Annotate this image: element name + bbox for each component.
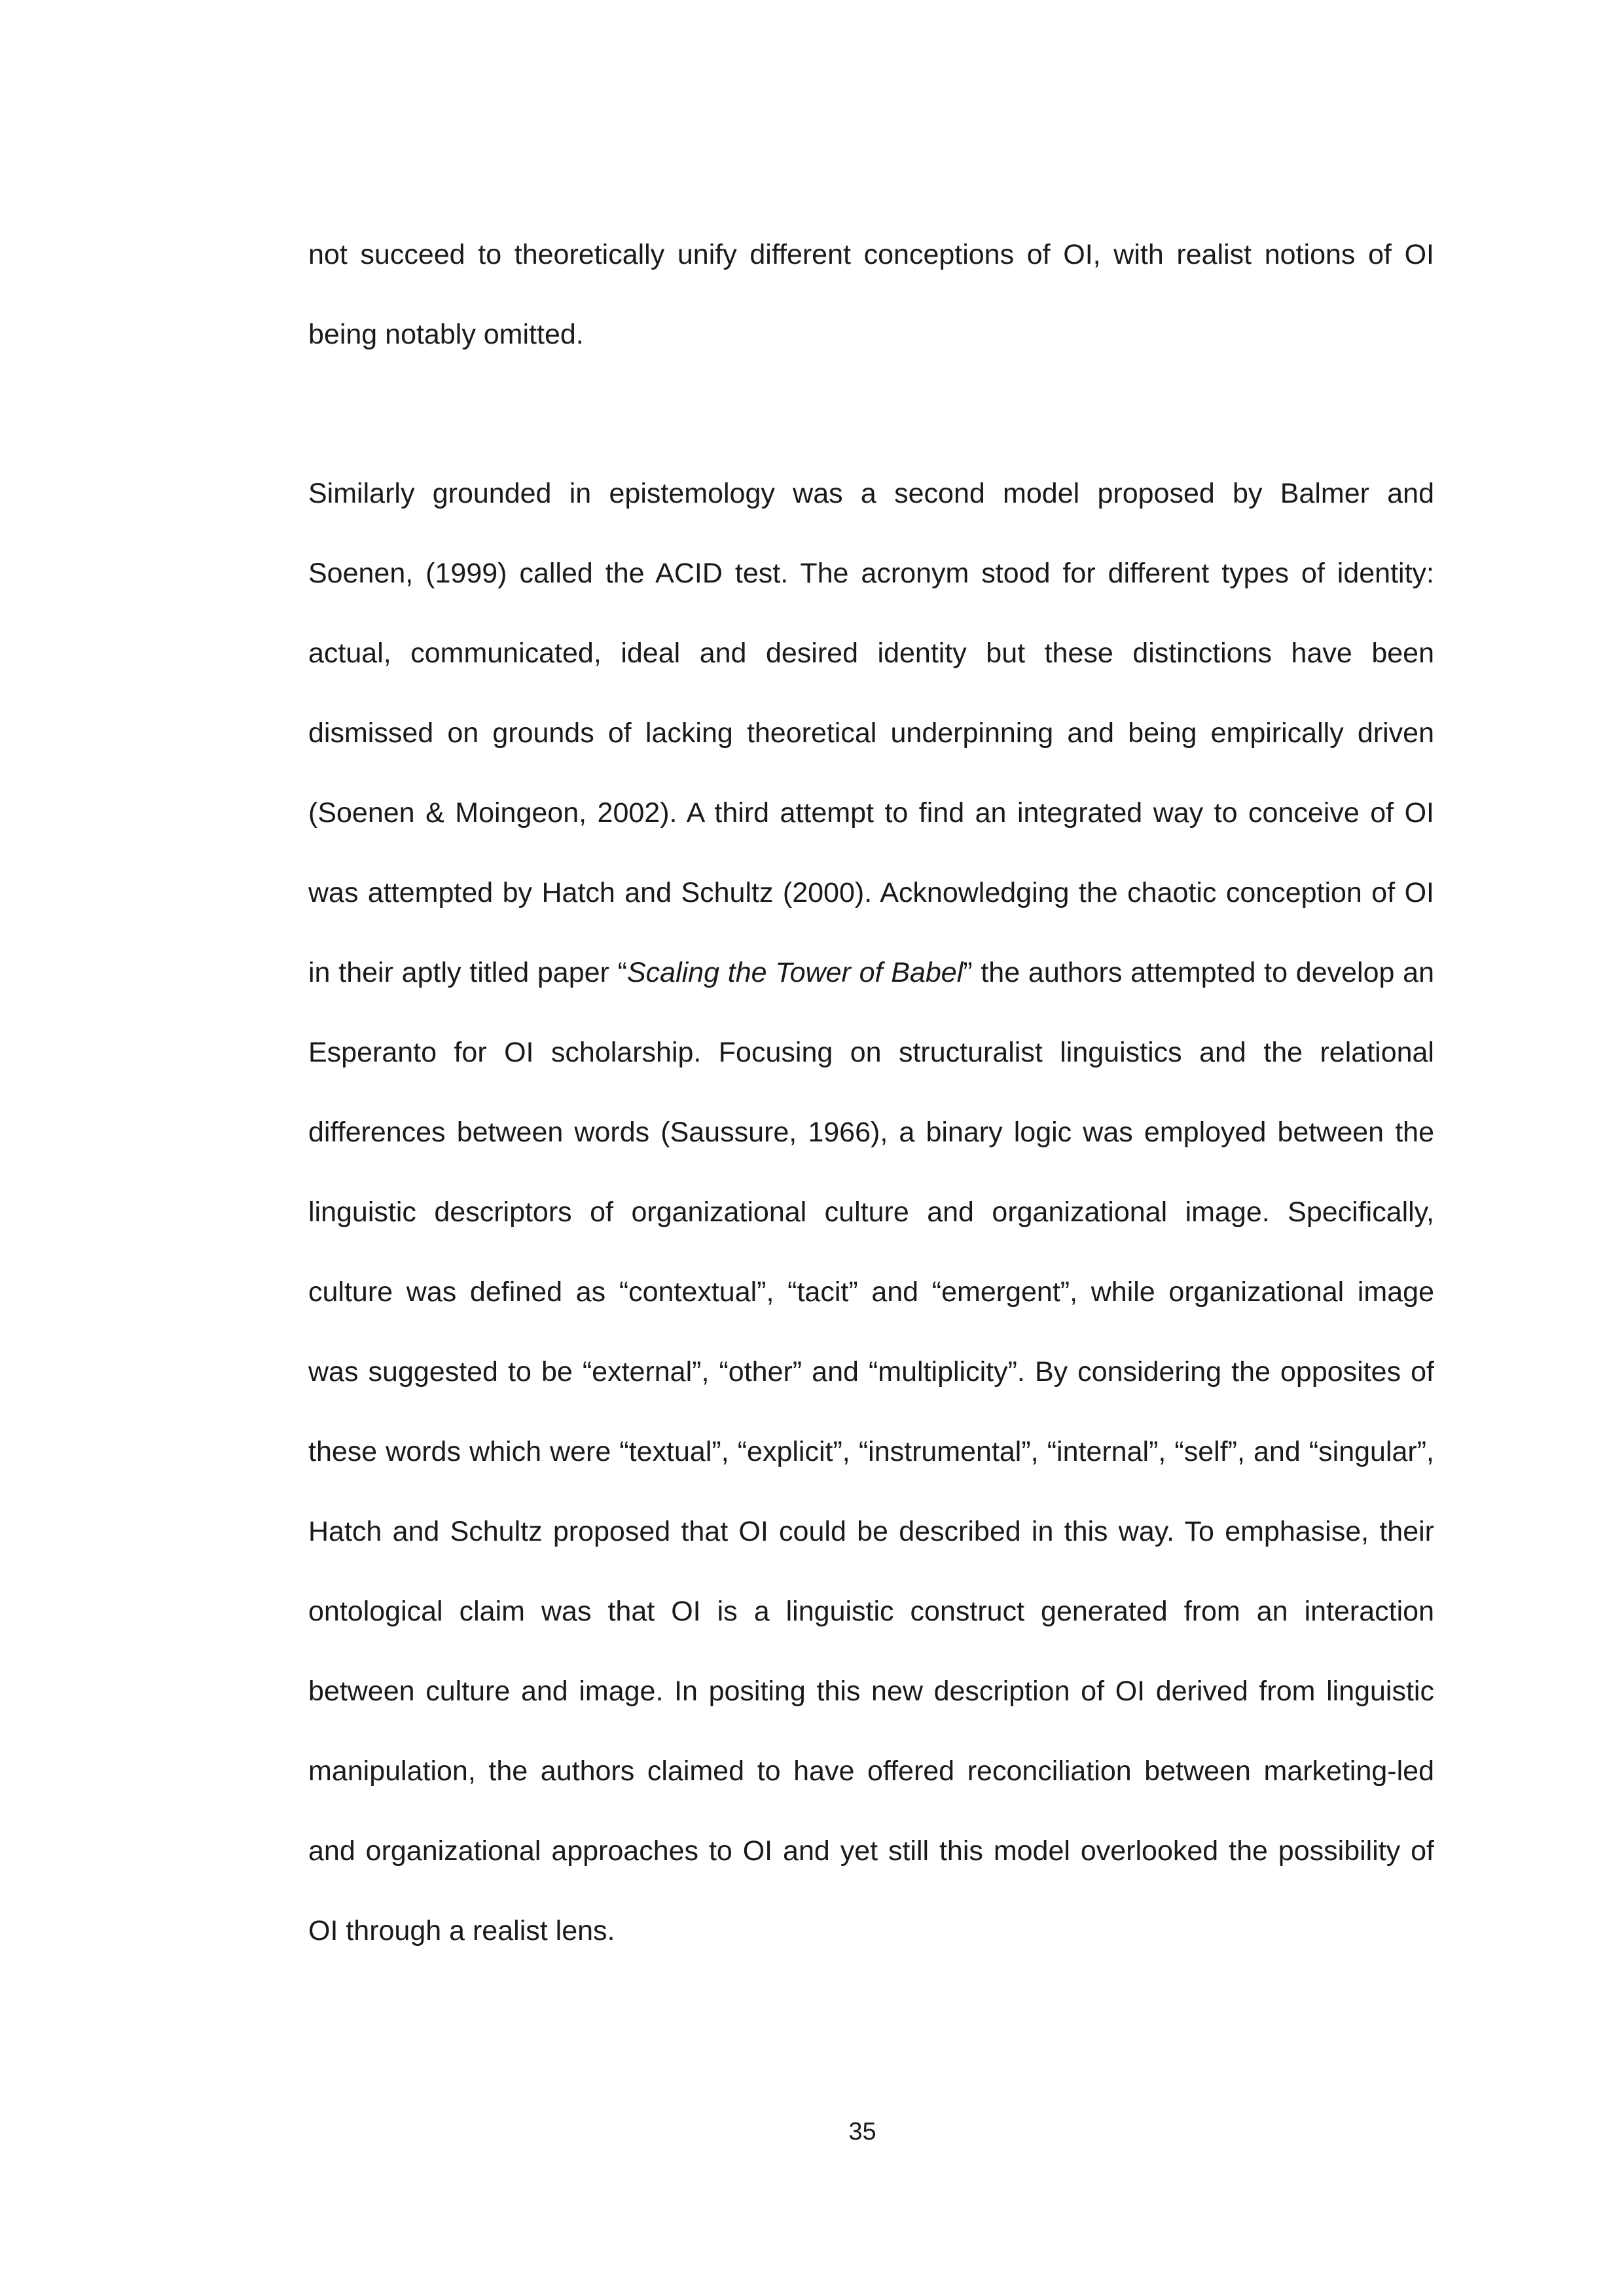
page-number: 35 [848,2118,876,2145]
paragraph-text-part2: ” the authors attempted to develop an Esperanto for OI scholarship. Focusing on structuralist linguistics and the relational differences between words (Saussure, 1966), a binary logic was employed between the linguistic descriptors of organizational culture and organizational image. Specifically, culture was defined as “contextual”, “tacit” and “emergent”, while organizational image was suggested to be “external”, “other” and “multiplicity”. By considering the opposites of these words which were “textual”, “explicit”, “instrumental”, “internal”, “self”, and “singular”, Hatch and Schultz proposed that OI could be described in this way. To emphasise, their ontological claim was that OI is a linguistic construct generated from an interaction between culture and image. In positing this new description of OI derived from linguistic manipulation, the authors claimed to have offered reconciliation between marketing-led and organizational approaches to OI and yet still this model overlooked the possibility of OI through a realist lens. [308,957,1435,1946]
paragraph-models [308,454,1434,1971]
paragraph-text-part1: Similarly grounded in epistemology was a second model proposed by Balmer and Soenen, (1999) called the ACID test. The acronym stood for different types of identity: actual, communicated, ideal and desired identity but these distinctions have been dismissed on grounds of lacking theoretical underpinning and being empirically driven (Soenen & Moingeon, 2002). A third attempt to find an integrated way to conceive of OI was attempted by Hatch and Schultz (2000). Acknowledging the chaotic conception of OI in their aptly titled paper “ [308,478,1434,988]
paper-title-italic: Scaling the Tower of Babel [626,957,964,988]
paragraph-continuation [308,215,1434,374]
paragraph-text: not succeed to theoretically unify different conceptions of OI, with realist notions of OI being notably omitted. [308,239,1434,350]
